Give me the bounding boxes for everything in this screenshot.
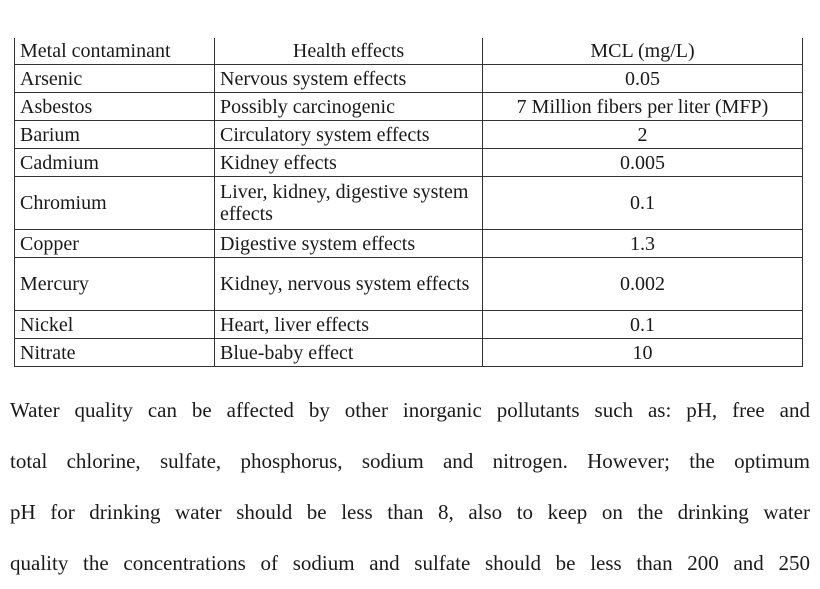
- table-row: [15, 149, 803, 177]
- mcl-cell: 7 Million fibers per liter (MFP): [483, 93, 803, 121]
- metal-cell: Nitrate: [15, 339, 215, 367]
- header-health-effects: Health effects: [215, 38, 483, 65]
- paragraph-line: total chlorine, sulfate, phosphorus, sodium and nitrogen. However; the optimum: [10, 449, 810, 473]
- metal-cell: Cadmium: [15, 149, 215, 177]
- mcl-cell: 0.1: [483, 177, 803, 230]
- table-row: [15, 230, 803, 258]
- table-header-row: [15, 38, 803, 65]
- table-row: [15, 339, 803, 367]
- mcl-cell: 0.002: [483, 258, 803, 311]
- metal-cell: Barium: [15, 121, 215, 149]
- mcl-cell: 2: [483, 121, 803, 149]
- contaminant-table-container: [14, 38, 803, 367]
- effect-cell: Heart, liver effects: [215, 311, 483, 339]
- table-row: [15, 93, 803, 121]
- table-row: [15, 65, 803, 93]
- body-paragraph: [10, 385, 810, 589]
- mcl-cell: 0.05: [483, 65, 803, 93]
- effect-cell: Nervous system effects: [215, 65, 483, 93]
- table-row: [15, 311, 803, 339]
- paragraph-line: quality the concentrations of sodium and sulfate should be less than 200 and 250: [10, 551, 810, 575]
- effect-cell: Blue-baby effect: [215, 339, 483, 367]
- effect-cell: Kidney, nervous system effects: [215, 258, 483, 311]
- metal-cell: Mercury: [15, 258, 215, 311]
- table-row: [15, 177, 803, 230]
- paragraph-line: Water quality can be affected by other inorganic pollutants such as: pH, free and: [10, 398, 810, 422]
- table-row: [15, 258, 803, 311]
- metal-cell: Nickel: [15, 311, 215, 339]
- effect-cell: Circulatory system effects: [215, 121, 483, 149]
- effect-cell: Kidney effects: [215, 149, 483, 177]
- mcl-cell: 0.005: [483, 149, 803, 177]
- paragraph-line: pH for drinking water should be less than 8, also to keep on the drinking water: [10, 500, 810, 524]
- effect-cell: Liver, kidney, digestive system effects: [215, 177, 483, 230]
- header-mcl: MCL (mg/L): [483, 38, 803, 65]
- metal-cell: Chromium: [15, 177, 215, 230]
- metal-cell: Copper: [15, 230, 215, 258]
- effect-cell: Possibly carcinogenic: [215, 93, 483, 121]
- mcl-cell: 0.1: [483, 311, 803, 339]
- effect-cell: Digestive system effects: [215, 230, 483, 258]
- header-metal: Metal contaminant: [15, 38, 215, 65]
- table-row: [15, 121, 803, 149]
- metal-cell: Asbestos: [15, 93, 215, 121]
- metal-cell: Arsenic: [15, 65, 215, 93]
- mcl-cell: 1.3: [483, 230, 803, 258]
- mcl-cell: 10: [483, 339, 803, 367]
- contaminant-table: [14, 38, 803, 367]
